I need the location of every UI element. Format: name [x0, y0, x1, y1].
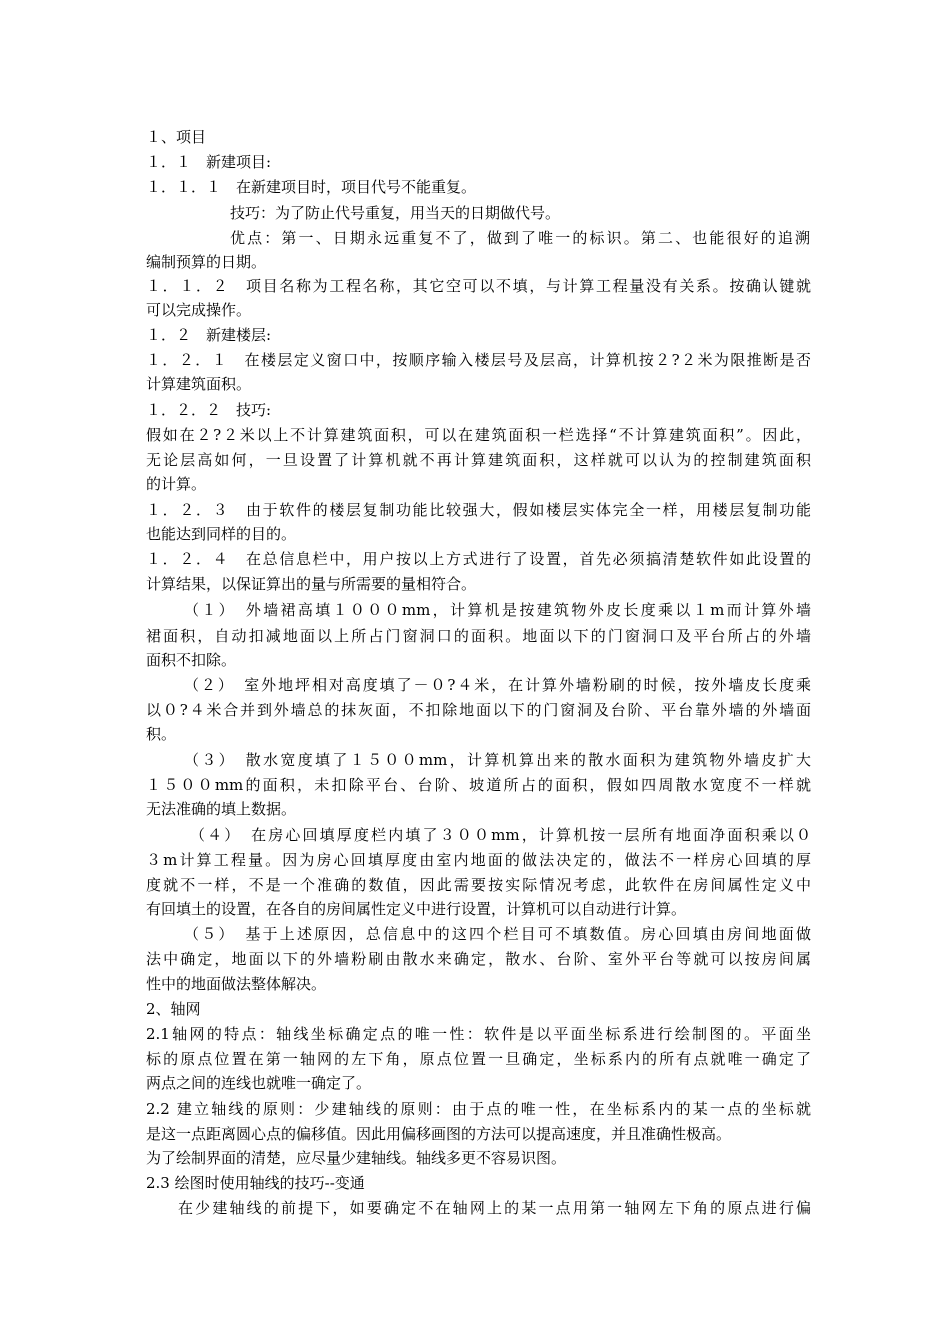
- item-1-1-2: １．１．２ 项目名称为工程名称，其它空可以不填，与计算工程量没有关系。按确认键就: [146, 277, 811, 295]
- item-1-1-1: １．１．１ 在新建项目时，项目代号不能重复。: [146, 178, 477, 196]
- paragraph-line: 法中确定，地面以下的外墙粉刷由散水来确定，散水、台阶、室外平台等就可以按房间属: [146, 950, 811, 968]
- paragraph-line: 积。: [146, 725, 177, 743]
- heading-1-2: １．２ 新建楼层:: [146, 326, 272, 344]
- heading-1: １、项目: [146, 128, 207, 146]
- item-1-2-2: １．２．２ 技巧:: [146, 401, 272, 419]
- paragraph-line: 无论层高如何，一旦设置了计算机就不再计算建筑面积，这样就可以认为的控制建筑面积: [146, 451, 811, 469]
- subitem-3: （３） 散水宽度填了１５００mm，计算机算出来的散水面积为建筑物外墙皮扩大: [184, 751, 811, 769]
- subitem-2: （２） 室外地坪相对高度填了－０?４米，在计算外墙粉刷的时候，按外墙皮长度乘: [184, 676, 811, 694]
- heading-2: 2、轴网: [146, 1000, 201, 1018]
- paragraph-line: 假如在２?２米以上不计算建筑面积，可以在建筑面积一栏选择“不计算建筑面积”。因此，: [146, 426, 811, 444]
- item-1-2-1: １．２．１ 在楼层定义窗口中，按顺序输入楼层号及层高，计算机按２?２米为限推断是否: [146, 351, 811, 369]
- subitem-1: （１） 外墙裙高填１０００mm，计算机是按建筑物外皮长度乘以１m而计算外墙: [184, 601, 811, 619]
- paragraph-line: 也能达到同样的目的。: [146, 525, 297, 543]
- heading-1-1: １．１ 新建项目:: [146, 153, 272, 171]
- subitem-5: （５） 基于上述原因，总信息中的这四个栏目可不填数值。房心回填由房间地面做: [184, 925, 811, 943]
- section-2-2: 2.2 建立轴线的原则：少建轴线的原则：由于点的唯一性，在坐标系内的某一点的坐标就: [146, 1100, 811, 1118]
- item-1-2-3: １．２．３ 由于软件的楼层复制功能比较强大，假如楼层实体完全一样，用楼层复制功能: [146, 501, 811, 519]
- subitem-4: （４） 在房心回填厚度栏内填了３００mm，计算机按一层所有地面净面积乘以０: [190, 826, 811, 844]
- paragraph-line: 编制预算的日期。: [146, 253, 267, 271]
- paragraph-line: 以０?４米合并到外墙总的抹灰面，不扣除地面以下的门窗洞及台阶、平台靠外墙的外墙面: [146, 701, 811, 719]
- paragraph-line: 计算结果，以保证算出的量与所需要的量相符合。: [146, 575, 477, 593]
- advantage-line: 优点：第一、日期永远重复不了，做到了唯一的标识。第二、也能很好的追溯: [230, 229, 810, 247]
- paragraph-line: 在少建轴线的前提下，如要确定不在轴网上的某一点用第一轴网左下角的原点进行偏: [178, 1199, 811, 1217]
- paragraph-line: 为了绘制界面的清楚，应尽量少建轴线。轴线多更不容易识图。: [146, 1149, 567, 1167]
- paragraph-line: ３m计算工程量。因为房心回填厚度由室内地面的做法决定的，做法不一样房心回填的厚: [146, 851, 811, 869]
- paragraph-line: 裙面积，自动扣减地面以上所占门窗洞口的面积。地面以下的门窗洞口及平台所占的外墙: [146, 627, 811, 645]
- item-1-2-4: １．２．４ 在总信息栏中，用户按以上方式进行了设置，首先必须搞清楚软件如此设置的: [146, 550, 811, 568]
- paragraph-line: １５００mm的面积，未扣除平台、台阶、坡道所占的面积，假如四周散水宽度不一样就: [146, 776, 811, 794]
- paragraph-line: 两点之间的连线也就唯一确定了。: [146, 1074, 372, 1092]
- paragraph-line: 面积不扣除。: [146, 651, 237, 669]
- section-2-1: 2.1轴网的特点：轴线坐标确定点的唯一性：软件是以平面坐标系进行绘制图的。平面坐: [146, 1025, 811, 1043]
- paragraph-line: 是这一点距离圆心点的偏移值。因此用偏移画图的方法可以提高速度，并且准确性极高。: [146, 1125, 732, 1143]
- paragraph-line: 计算建筑面积。: [146, 375, 252, 393]
- paragraph-line: 有回填土的设置，在各自的房间属性定义中进行设置，计算机可以自动进行计算。: [146, 900, 687, 918]
- paragraph-line: 标的原点位置在第一轴网的左下角，原点位置一旦确定，坐标系内的所有点就唯一确定了: [146, 1050, 811, 1068]
- paragraph-line: 可以完成操作。: [146, 301, 252, 319]
- paragraph-line: 性中的地面做法整体解决。: [146, 975, 327, 993]
- tip-line: 技巧：为了防止代号重复，用当天的日期做代号。: [230, 204, 561, 222]
- section-2-3: 2.3 绘图时使用轴线的技巧--变通: [146, 1174, 365, 1192]
- paragraph-line: 无法准确的填上数据。: [146, 800, 297, 818]
- paragraph-line: 度就不一样，不是一个准确的数值，因此需要按实际情况考虑，此软件在房间属性定义中: [146, 876, 811, 894]
- paragraph-line: 的计算。: [146, 475, 207, 493]
